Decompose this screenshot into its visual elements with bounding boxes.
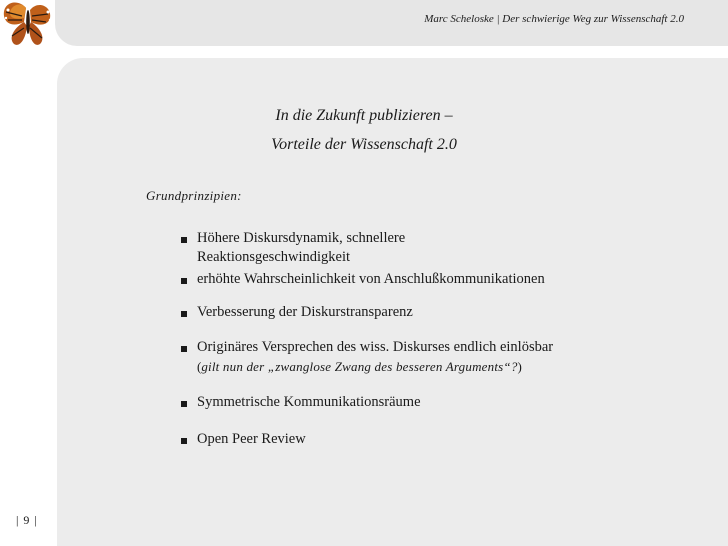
note-close-paren: ): [517, 359, 522, 374]
bullet-item: [181, 229, 641, 267]
bullet-marker: [181, 401, 187, 407]
bullet-item: [181, 430, 641, 449]
bullet-marker: [181, 346, 187, 352]
bullet-marker: [181, 438, 187, 444]
bullet-text: Verbesserung der Diskurstransparenz: [197, 304, 413, 320]
note-quote: gilt nun der „zwanglose Zwang des besseren Arguments“?: [201, 359, 518, 374]
bullet-item: [181, 393, 641, 412]
bullet-text: Höhere Diskursdynamik, schnellere Reaktionsgeschwindigkeit: [197, 230, 406, 265]
note-open-paren: (: [197, 359, 202, 374]
slide-title-line-2: Vorteile der Wissenschaft 2.0: [271, 136, 457, 153]
page-number: | 9 |: [16, 513, 38, 527]
bullet-item: [181, 270, 641, 289]
bullet-marker: [181, 311, 187, 317]
bullet-text: Originäres Versprechen des wiss. Diskurses endlich einlösbar: [197, 339, 554, 355]
content-panel: [57, 58, 728, 546]
bullet-item: [181, 338, 641, 376]
bullet-item: [181, 303, 641, 322]
slide-title-line-1: In die Zukunft publizieren –: [275, 107, 453, 124]
bullet-text: erhöhte Wahrscheinlichkeit von Anschlußkommunikationen: [197, 271, 545, 287]
bullet-note: [197, 357, 641, 376]
header-bar: [55, 0, 728, 46]
bullet-text: Symmetrische Kommunikationsräume: [197, 394, 421, 410]
butterfly-icon: [0, 0, 56, 48]
header-author-title: Marc Scheloske | Der schwierige Weg zur Wissenschaft 2.0: [424, 13, 684, 25]
subheading: Grundprinzipien:: [146, 188, 242, 203]
bullet-marker: [181, 278, 187, 284]
bullet-text: Open Peer Review: [197, 431, 306, 447]
bullet-marker: [181, 237, 187, 243]
